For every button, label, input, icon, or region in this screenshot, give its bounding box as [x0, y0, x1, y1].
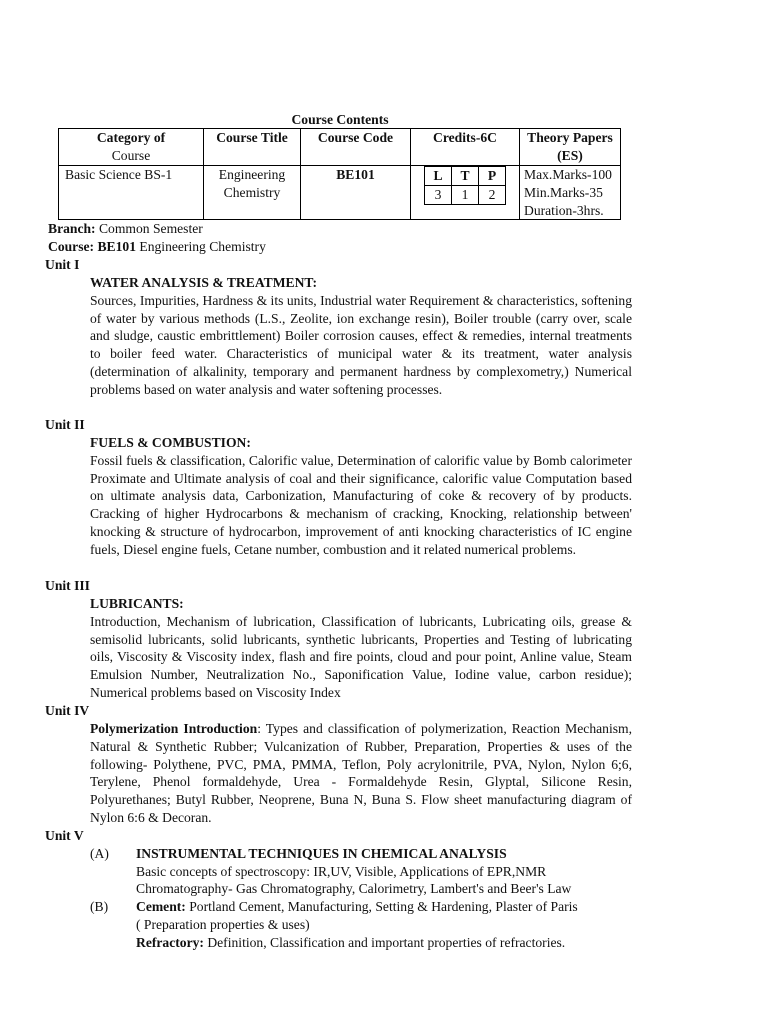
header-course-title: Course Title	[204, 129, 301, 166]
unit-2-label: Unit II	[45, 417, 85, 432]
unit-5-b-marker: (B)	[90, 899, 109, 914]
unit-4-body: : Types and classification of polymerization, Reaction Mechanism, Natural & Synthetic Rubber; Vulcanization of Rubber, Preparation, Properties & uses of the following- Polythene, PVC, PMA, PMMA, Teflon, Poly acrylonitrile, PVA, Nylon, Nylon 6;6, Terylene, Phenol formaldehyde, Urea - Formaldehyde Resin, Glyptal, Silicone Resin, Polyurethanes; Butyl Rubber, Neoprene, Buna N, Buna S. Flow sheet manufacturing diagram of Nylon 6:6 & Decoran.	[90, 721, 632, 825]
cell-course-title: Engineering Chemistry	[204, 166, 301, 220]
unit-1-title: WATER ANALYSIS & TREATMENT:	[90, 275, 317, 290]
course-table	[58, 128, 621, 220]
unit-4-label: Unit IV	[45, 703, 90, 718]
cell-credits	[411, 166, 520, 220]
header-credits: Credits-6C	[411, 129, 520, 166]
unit-5-b-line2: ( Preparation properties & uses)	[136, 917, 310, 932]
unit-5-b-line1: Portland Cement, Manufacturing, Setting & Hardening, Plaster of Paris	[185, 899, 578, 914]
unit-2-title: FUELS & COMBUSTION:	[90, 435, 251, 450]
cell-theory-papers: Max.Marks-100 Min.Marks-35 Duration-3hrs.	[520, 166, 621, 220]
page-title: Course Contents	[291, 112, 389, 127]
ltp-label-l: L	[425, 167, 452, 186]
ltp-value-l: 3	[425, 185, 452, 204]
ltp-value-t: 1	[452, 185, 479, 204]
unit-2-content	[90, 434, 632, 559]
unit-3-content	[90, 595, 632, 702]
course-line: Course: BE101 Engineering Chemistry	[48, 239, 266, 254]
table-row	[59, 166, 621, 220]
header-course-code: Course Code	[301, 129, 411, 166]
unit-3-title: LUBRICANTS:	[90, 596, 184, 611]
header-category: Category of Course	[59, 129, 204, 166]
unit-3-label: Unit III	[45, 578, 90, 593]
header-theory-papers: Theory Papers (ES)	[520, 129, 621, 166]
unit-1-content	[90, 274, 632, 399]
unit-5-c-title: Refractory:	[136, 935, 204, 950]
unit-5-a-line2: Chromatography- Gas Chromatography, Calorimetry, Lambert's and Beer's Law	[136, 881, 572, 896]
ltp-label-p: P	[479, 167, 506, 186]
branch-line: Branch: Common Semester	[48, 221, 203, 236]
unit-5-a-title: INSTRUMENTAL TECHNIQUES IN CHEMICAL ANALYSIS	[136, 846, 507, 861]
unit-5-a-line1: Basic concepts of spectroscopy: IR,UV, Visible, Applications of EPR,NMR	[136, 864, 547, 879]
cell-category: Basic Science BS-1	[59, 166, 204, 220]
unit-4-content	[90, 720, 632, 827]
ltp-label-t: T	[452, 167, 479, 186]
unit-5-c-line-wrap	[136, 934, 565, 952]
unit-2-body: Fossil fuels & classification, Calorific value, Determination of calorific value by Bomb calorimeter Proximate and Ultimate analysis of coal and their significance, calorific value Computation based on ultimate analysis data, Carbonization, Manufacturing of coke & recovery of by products. Cracking of higher Hydrocarbons & mechanism of cracking, Knocking, relationship between' knocking & structure of hydrocarbon, improvement of anti knocking characteristics of IC engine fuels, Diesel engine fuels, Cetane number, combustion and it related numerical problems.	[90, 452, 632, 557]
unit-5-a-marker: (A)	[90, 846, 109, 861]
ltp-table	[424, 166, 506, 205]
unit-1-label: Unit I	[45, 257, 80, 272]
ltp-value-p: 2	[479, 185, 506, 204]
unit-3-body: Introduction, Mechanism of lubrication, Classification of lubricants, Lubricating oils, grease & semisolid lubricants, solid lubricants, synthetic lubricants, Properties and Testing of lubricating oils, Viscosity & Viscosity index, flash and fire points, cloud and pour point, Anline value, Steam Emulsion Number, Neutralization No., Saponification Value, Iodine value, carbon residue); Numerical problems based on Viscosity Index	[90, 613, 632, 700]
unit-5-b-line1-wrap	[136, 898, 578, 916]
unit-1-body: Sources, Impurities, Hardness & its units, Industrial water Requirement & characteristics, softening of water by various methods (L.S., Zeolite, ion exchange resin), Boiler trouble (carry over, scale and sludge, caustic embrittlement) Boiler corrosion causes, effect & remedies, internal treatments to boiler feed water. Characteristics of municipal water & its treatment, water analysis (determination of alkalinity, temporary and permanent hardness by complexometry,) Numerical problems based on water analysis and water softening processes.	[90, 292, 632, 397]
unit-5-b-title: Cement:	[136, 899, 186, 914]
unit-5-c-line1: Definition, Classification and important properties of refractories.	[203, 935, 566, 950]
unit-4-title: Polymerization Introduction	[90, 721, 258, 736]
cell-course-code: BE101	[301, 166, 411, 220]
table-header-row	[59, 129, 621, 166]
unit-5-label: Unit V	[45, 828, 84, 843]
